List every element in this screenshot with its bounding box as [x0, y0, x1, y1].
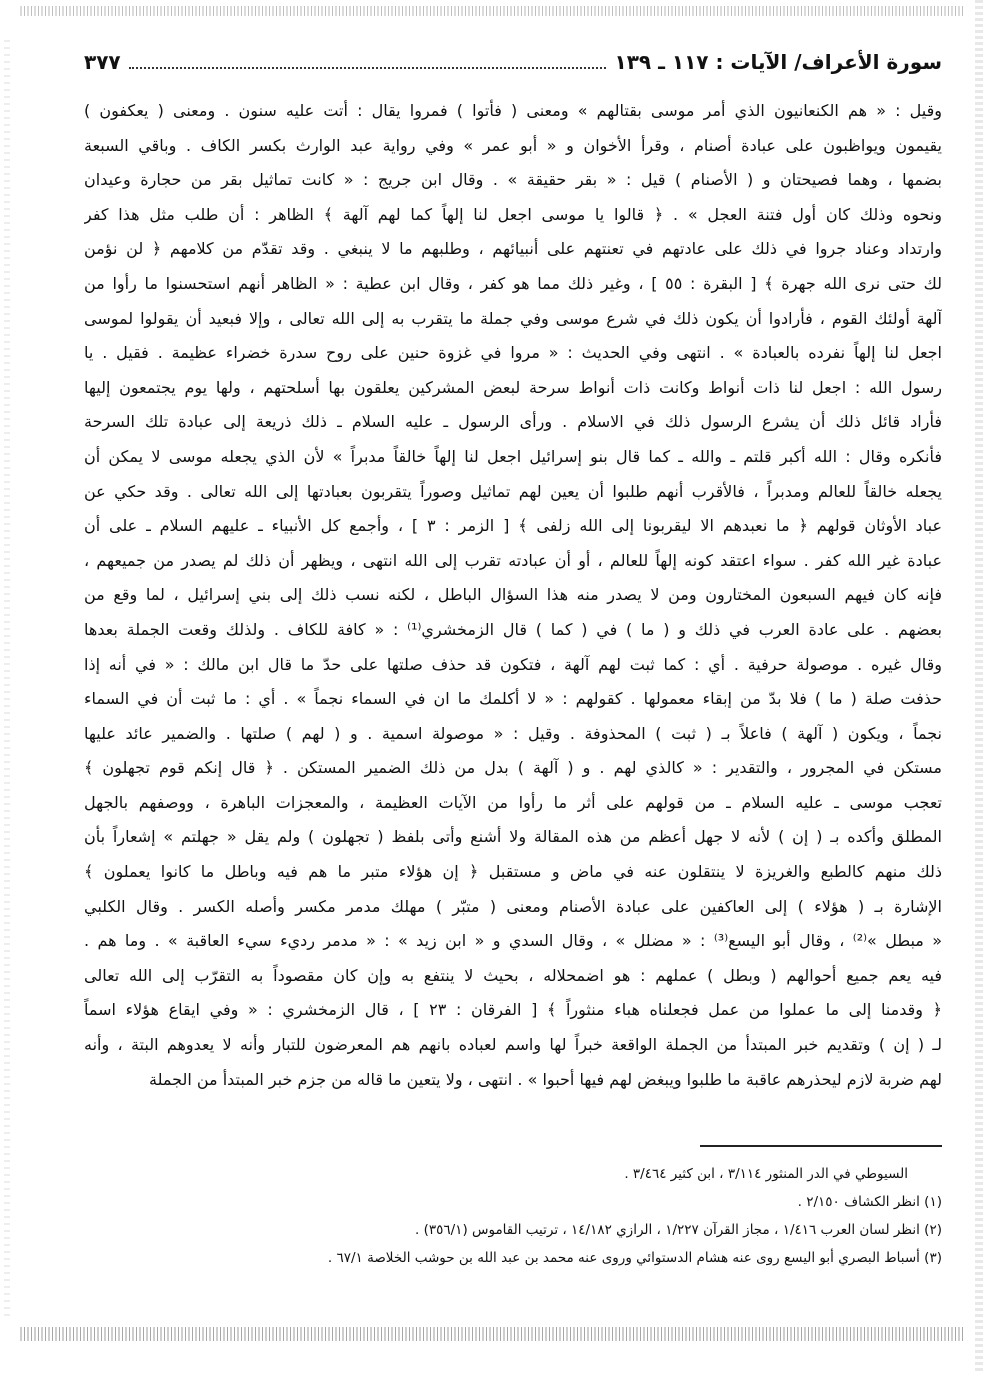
text-line: حذفت صلة ( ما ) فلا بدّ من إبقاء معمولها . كقولهم : « لا أكلمك ما ان في السماء نجماً » . أي : ما ثبت أن في السماء: [84, 689, 942, 709]
text-line: فأراد قائل ذلك أن يشرع الرسول ذلك في الاسلام . ورأى الرسول ـ عليه السلام ـ ذلك ذريعة إلى عبادة تلك السرحة: [84, 412, 942, 432]
text-line: وارتداد وعناد جروا في ذلك على عادتهم في تعنتهم على أنبيائهم ، وطلبهم ما لا ينبغي . وقد تقدّم من كلامهم ﴿ لن نؤمن: [84, 239, 942, 259]
footnotes: [84, 1160, 942, 1272]
text-line: بعضهم . على عادة العرب في ذلك و ( ما ) في ( كما ) قال الزمخشري⁽¹⁾ : « كافة للكاف . ولذلك وقعت الجملة بعدها: [84, 619, 942, 639]
text-line: اجعل لنا إلهاً نفرده بالعبادة » . انتهى وفي الحديث : « مروا في غزوة حنين على روح سدرة خضراء عظيمة . فقيل . يا: [84, 343, 942, 363]
text-line: ونحوه وذلك كان أول فتنة العجل » . ﴿ قالوا يا موسى اجعل لنا إلهاً كما لهم آلهة ﴾ الظاهر : أن طلب مثل هذا كفر: [84, 204, 942, 224]
text-line: نجماً ، ويكون ( آلهة ) فاعلاً بـ ( ثبت ) المحذوفة . وقيل : « موصولة اسمية . و ( لهم ) صلتها . والضمير عائد عليها: [84, 723, 942, 743]
footnote-1: (١) انظر الكشاف ٢/١٥٠ .: [797, 1194, 942, 1210]
running-head-title: سورة الأعراف/ الآيات : ١١٧ ـ ١٣٩: [614, 50, 942, 74]
scan-edge-left: [4, 40, 10, 1320]
footnote-separator: [700, 1145, 942, 1147]
text-line: الإشارة بـ ( هؤلاء ) إلى العاكفين على عبادة الأصنام ومعنى ( متبّر ) مهلك مدمر مكسر وأصله الكسر . وقال الكلبي: [84, 896, 942, 916]
page-number: ٣٧٧: [84, 50, 121, 74]
body-text: [84, 94, 942, 1097]
text-line: ذلك منهم كالطبع والغريزة لا ينتقلون عنه في ماض و مستقبل ﴿ إن هؤلاء متبر ما هم فيه وباطل ما كانوا يعملون ﴾: [84, 862, 942, 882]
scan-border-top: [20, 6, 965, 16]
text-line: فيه يعم جميع أحوالهم ( وبطل ) عملهم : هو اضمحلاله ، بحيث لا ينتفع به وإن كان مقصوداً به التقرّب إلى الله تعالى: [84, 965, 942, 985]
text-line: آلهة أولئك القوم ، فأرادوا أن يكون ذلك في شرع موسى وفي جملة ما يتقرب به إلى الله تعالى ، وإلا فبعيد أن يقولوا لموسى: [84, 308, 942, 328]
text-line: بضمها ، وهما فصيحتان و ( الأصنام ) قيل : « بقر حقيقة » . وقال ابن جريج : « كانت تماثيل بقر من حجارة وعيدان: [84, 170, 942, 190]
text-line: ﴿ وقدمنا إلى ما عملوا من عمل فجعلناه هباء منثوراً ﴾ [ الفرقان : ٢٣ ] ، قال الزمخشري : « وفي ايقاع هؤلاء اسماً: [84, 1000, 942, 1020]
running-head: [84, 50, 942, 90]
footnote-source-line: السيوطي في الدر المنثور ٣/١١٤ ، ابن كثير ٣/٤٦٤ .: [624, 1166, 908, 1182]
text-line: وقال غيره . موصولة حرفية . أي : كما ثبت لهم آلهة ، فتكون قد حذف صلتها على حدّ ما قال ابن مالك : « في أنه إذا: [84, 654, 942, 674]
text-line: لـ ( إن ) وتقديم خبر المبتدأ من الجملة الواقعة خبراً لها واسم لعباده بانهم هم المعرضون للتبار وأنه لا يعدوهم البتة ، وأنه: [84, 1035, 942, 1055]
text-line: تعجب موسى ـ عليه السلام ـ من قولهم على أثر ما رأوا من الآيات العظيمة ، والمعجزات الباهرة ، ووصفهم بالجهل: [84, 792, 942, 812]
text-line: فإنه كان فيهم السبعون المختارون ومن لا يصدر منه هذا السؤال الباطل ، لكنه نسب ذلك إلى بني إسرائيل ، لما وقع من: [84, 585, 942, 605]
text-line: عبادة غير الله كفر . سواء اعتقد كونه إلهاً للعالم ، أو أن عبادته تقرب إلى الله انتهى ، ويظهر أن ذلك لم يصدر من جميعهم ،: [84, 550, 942, 570]
footnote-3: (٣) أسباط البصري أبو اليسع روى عنه هشام الدستوائي وروى عنه محمد بن عبد الله بن حوشب الخلاصة ٦٧/١ .: [327, 1250, 942, 1266]
book-page: [84, 50, 942, 1097]
text-line: وقيل : « هم الكنعانيون الذي أمر موسى بقتالهم » ومعنى ( فأتوا ) فمروا يقال : أتت عليه سنون . ومعنى ( يعكفون ): [84, 101, 942, 120]
text-line: لهم ضربة لازم ليحذرهم عاقبة ما طلبوا ويبغض لهم فيها أحبوا » . انتهى ، ولا يتعين ما قاله من جزم خبر المبتدأ من الجملة: [149, 1069, 942, 1089]
footnote-2: (٢) انظر لسان العرب ١/٤١٦ ، مجاز القرآن ١/٢٢٧ ، الرازي ١٤/١٨٢ ، ترتيب القاموس (٣٥٦/١) .: [415, 1222, 942, 1238]
scan-border-bottom: [20, 1327, 965, 1341]
text-line: عباد الأوثان قولهم ﴿ ما نعبدهم الا ليقربونا إلى الله زلفى ﴾ [ الزمر : ٣ ] ، وأجمع كل الأنبياء ـ عليهم السلام ـ على أن: [84, 516, 942, 536]
text-line: يجعله خالقاً للعالم ومدبراً ، فالأقرب أنهم طلبوا أن يعين لهم تماثيل وصوراً يتقربون بعبادتها إلى الله تعالى . وقد حكي عن: [84, 481, 942, 501]
text-line: رسول الله : اجعل لنا ذات أنواط وكانت ذات أنواط سرحة لبعض المشركين يعلقون بها أسلحتهم ، ولها يوم يجتمعون إليها: [84, 377, 942, 397]
text-line: يقيمون ويواظبون على عبادة أصنام ، وقرأ الأخوان و « أبو عمر » وفي رواية عبد الوارث بكسر الكاف . وباقي السبعة: [84, 135, 942, 155]
text-line: فأنكره وقال : الله أكبر قلتم ـ والله ـ كما قال بنو إسرائيل اجعل لنا إلهاً خالقاً مدبراً » لأن الذي يجعله موسى لا يمكن أن: [84, 446, 942, 466]
text-line: المطلق وأكده بـ ( إن ) لأنه لا جهل أعظم من هذه المقالة ولا أشنع وأتى بلفظ ( تجهلون ) ولم يقل « جهلتم » إشعاراً بأن: [84, 827, 942, 847]
text-line: مستكن في المجرور ، والتقدير : « كالذي لهم . و ( آلهة ) بدل من ذلك الضمير المستكن . ﴿ قال إنكم قوم تجهلون ﴾: [84, 758, 942, 778]
scan-edge-right: [975, 0, 983, 1373]
text-line: « مبطل »⁽²⁾ ، وقال أبو اليسع⁽³⁾ : « مضلل » ، وقال السدي و « ابن زيد » : « مدمر رديء سيء العاقبة » . وما هم .: [84, 931, 942, 951]
running-head-leader-dots: [129, 53, 607, 69]
text-line: لك حتى نرى الله جهرة ﴾ [ البقرة : ٥٥ ] ، وغير ذلك مما هو كفر ، وقال ابن عطية : « الظاهر أنهم استحسنوا ما رأوا من: [84, 273, 942, 293]
